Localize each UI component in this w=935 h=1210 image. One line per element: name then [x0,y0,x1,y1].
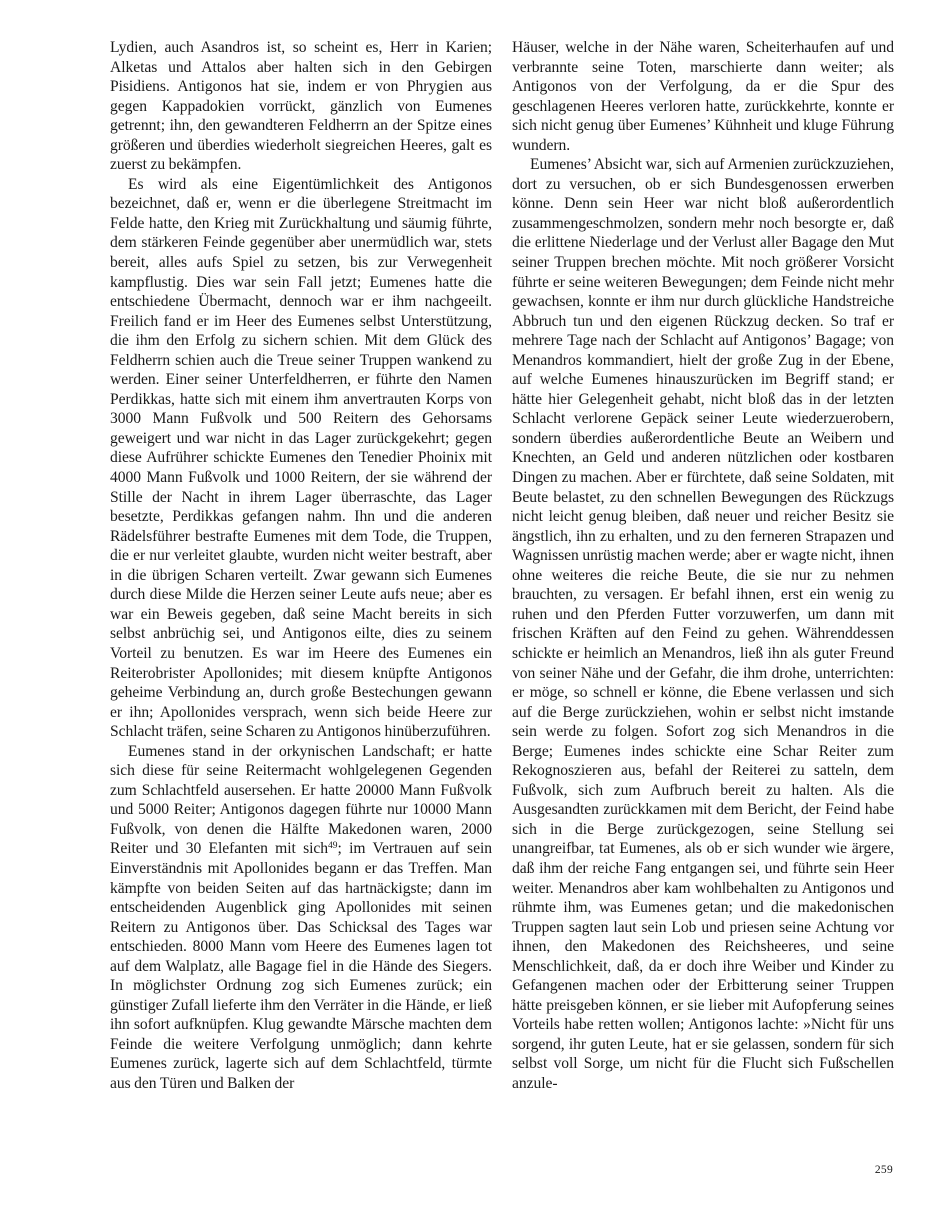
right-column [512,38,894,1094]
paragraph: Eumenes’ Absicht war, sich auf Armenien zurückzuziehen, dort zu versuchen, ob er sich Bundesgenossen erwerben könne. Denn sein Heer war nicht bloß außerordentlich zusammengeschmolzen, sondern mehr noch besorgte er, daß die erlittene Niederlage und der Verlust aller Bagage den Mut seiner Truppen brechen möchte. Mit noch größerer Vorsicht führte er seine weiteren Bewegungen; dem Feinde nicht mehr gewachsen, konnte er ihm nur durch glückliche Handstreiche Abbruch tun und den eigenen Rückzug decken. So traf er mehrere Tage nach der Schlacht auf Antigonos’ Bagage; von Menandros kommandiert, hielt der große Zug in der Ebene, auf welche Eumenes hinauszurücken im Begriff stand; er hätte hier Gelegenheit gehabt, nicht bloß das in der letzten Schlacht verlorene Gepäck seiner Leute wiederzuerobern, sondern überdies außerordentliche Beute an Weibern und Knechten, an Geld und anderen nützlichen oder kostbaren Dingen zu machen. Aber er fürchtete, daß seine Soldaten, mit Beute belastet, zu den schnellen Bewegungen des Rückzugs nicht leicht genug bleiben, daß neuer und reicher Besitz sie ängstlich, ihn zu erhalten, und zu den ferneren Strapazen und Wagnissen unrüstig machen werde; aber er wagte nicht, ihnen ohne weiteres die reiche Beute, die sie nur zu nehmen brauchten, zu versagen. Er befahl ihnen, erst ein wenig zu ruhen und den Pferden Futter vorzuwerfen, um dann mit frischen Kräften auf den Feind zu gehen. Währenddessen schickte er heimlich an Menandros, ließ ihn als guter Freund von seiner Nähe und der Gefahr, die ihm drohe, unterrichten: er möge, so schnell er könne, die Ebene verlassen und sich auf die Berge zurückziehen, wohin er selbst nicht imstande sein werde zu folgen. Sofort zog sich Menandros in die Berge; Eumenes indes schickte eine Schar Reiter zum Rekognoszieren aus, befahl der Reiterei zu satteln, dem Fußvolk, sich zum Aufbruch bereit zu halten. Als die Ausgesandten zurückkamen mit dem Bericht, der Feind habe sich in die Berge zurückgezogen, seine Stellung sei unangreifbar, tat Eumenes, als ob er sich wunder wie ärgere, daß ihm der reiche Fang entgangen sei, und führte sein Heer weiter. Menandros aber kam wohlbehalten zu Antigonos und rühmte ihm, was Eumenes getan; und die makedonischen Truppen sagten laut sein Lob und priesen seine Achtung vor ihnen, den Makedonen des Reichsheeres, und seine Menschlichkeit, daß, da er doch ihre Weiber und Kinder zu Gefangenen machen oder der Erbitterung seiner Truppen hätte preisgeben können, er sie lieber mit Aufopferung seines Vorteils habe retten wollen; Antigonos lachte: »Nicht für uns sorgend, ihr guten Leute, hat er sie gelassen, sondern für sich selbst voll Sorge, um nicht für die Flucht sich Fußschellen anzule- [512,156,894,1092]
paragraph [110,742,492,1094]
paragraph: Häuser, welche in der Nähe waren, Scheiterhaufen auf und verbrannte seine Toten, marschierte dann weiter; als Antigonos von der Verfolgung, da er die Spur des geschlagenen Heeres verloren hatte, zurückkehrte, konnte er sich nicht genug über Eumenes’ Kühnheit und kluge Führung wundern. [512,39,894,154]
page-number: 259 [874,1164,893,1176]
paragraph-text: ; im Vertrauen auf sein Einverständnis mit Apollonides begann er das Treffen. Man kämpfte von beiden Seiten auf das hartnäckigste; dann im entscheidenden Augenblick ging Apollonides mit seinen Reitern zu Antigonos über. Das Schicksal des Tages war entschieden. 8000 Mann vom Heere des Eumenes lagen tot auf dem Walplatz, alle Bagage fiel in die Hände des Siegers. In möglichster Ordnung zog sich Eumenes zurück; ein günstiger Zufall lieferte ihm den Verräter in die Hände, er ließ ihn sofort aufknüpfen. Klug gewandte Märsche machten dem Feinde die weitere Verfolgung unmöglich; dann kehrte Eumenes zurück, lagerte sich auf dem Schlachtfeld, türmte aus den Türen und Balken der [110,840,492,1092]
paragraph: Lydien, auch Asandros ist, so scheint es, Herr in Karien; Alketas und Attalos aber halten sich in den Gebirgen Pisidiens. Antigonos hat sie, indem er von Phrygien aus gegen Kappadokien vorrückt, gänzlich von Eumenes getrennt; ihn, den gewandteren Feldherrn an der Spitze eines größeren und überdies wiederholt siegreichen Heeres, galt es zuerst zu bekämpfen. [110,39,492,174]
paragraph: Es wird als eine Eigentümlichkeit des Antigonos bezeichnet, daß er, wenn er die überlegene Streitmacht im Felde hatte, den Krieg mit Zurückhaltung und säumig führte, dem stärkeren Feinde gegenüber aber unermüdlich war, stets bereit, alles aufs Spiel zu setzen, bis zur Verwegenheit kampflustig. Dies war sein Fall jetzt; Eumenes hatte die entschiedene Übermacht, dennoch war er ihm nachgeeilt. Freilich fand er im Heer des Eumenes selbst Unterstützung, die ihm den Erfolg zu sichern schien. Mit dem Glück des Feldherrn schien auch die Treue seiner Truppen wankend zu werden. Einer seiner Unterfeldherren, er führte den Namen Perdikkas, hatte sich mit einem ihm anvertrauten Korps von 3000 Mann Fußvolk und 500 Reitern des Gehorsams geweigert und war nicht in das Lager zurückgekehrt; gegen diese Aufrührer schickte Eumenes den Tenedier Phoinix mit 4000 Mann Fußvolk und 1000 Reitern, der sie während der Stille der Nacht in ihrem Lager überraschte, das Lager besetzte, Perdikkas gefangen nahm. Ihn und die anderen Rädelsführer bestrafte Eumenes mit dem Tode, die Truppen, die er nur verleitet glaubte, wurden nicht weiter bestraft, aber in die übrigen Scharen verteilt. Zwar gewann sich Eumenes durch diese Milde die Herzen seiner Leute aufs neue; aber es war ein Beweis gegeben, daß seine Macht bereits in sich selbst anbrüchig sei, und Antigonos eilte, dies zu seinem Vorteil zu benutzen. Es war im Heere des Eumenes ein Reiterobrister Apollonides; mit diesem knüpfte Antigonos geheime Verbindung an, durch große Bestechungen gewann er ihn; Apollonides versprach, wenn sich beide Heere zur Schlacht träfen, seine Scharen zu Antigonos hinüberzuführen. [110,175,492,741]
footnote-marker[interactable]: 49 [328,841,338,852]
paragraph-text: Eumenes stand in der orkynischen Landschaft; er hatte sich diese für seine Reitermacht wohlgelegenen Gegenden zum Schlachtfeld ausersehen. Er hatte 20000 Mann Fußvolk und 5000 Reiter; Antigonos dagegen führte nur 10000 Mann Fußvolk, von denen die Hälfte Makedonen waren, 2000 Reiter und 30 Elefanten mit sich [110,742,492,858]
left-column [110,38,492,1094]
